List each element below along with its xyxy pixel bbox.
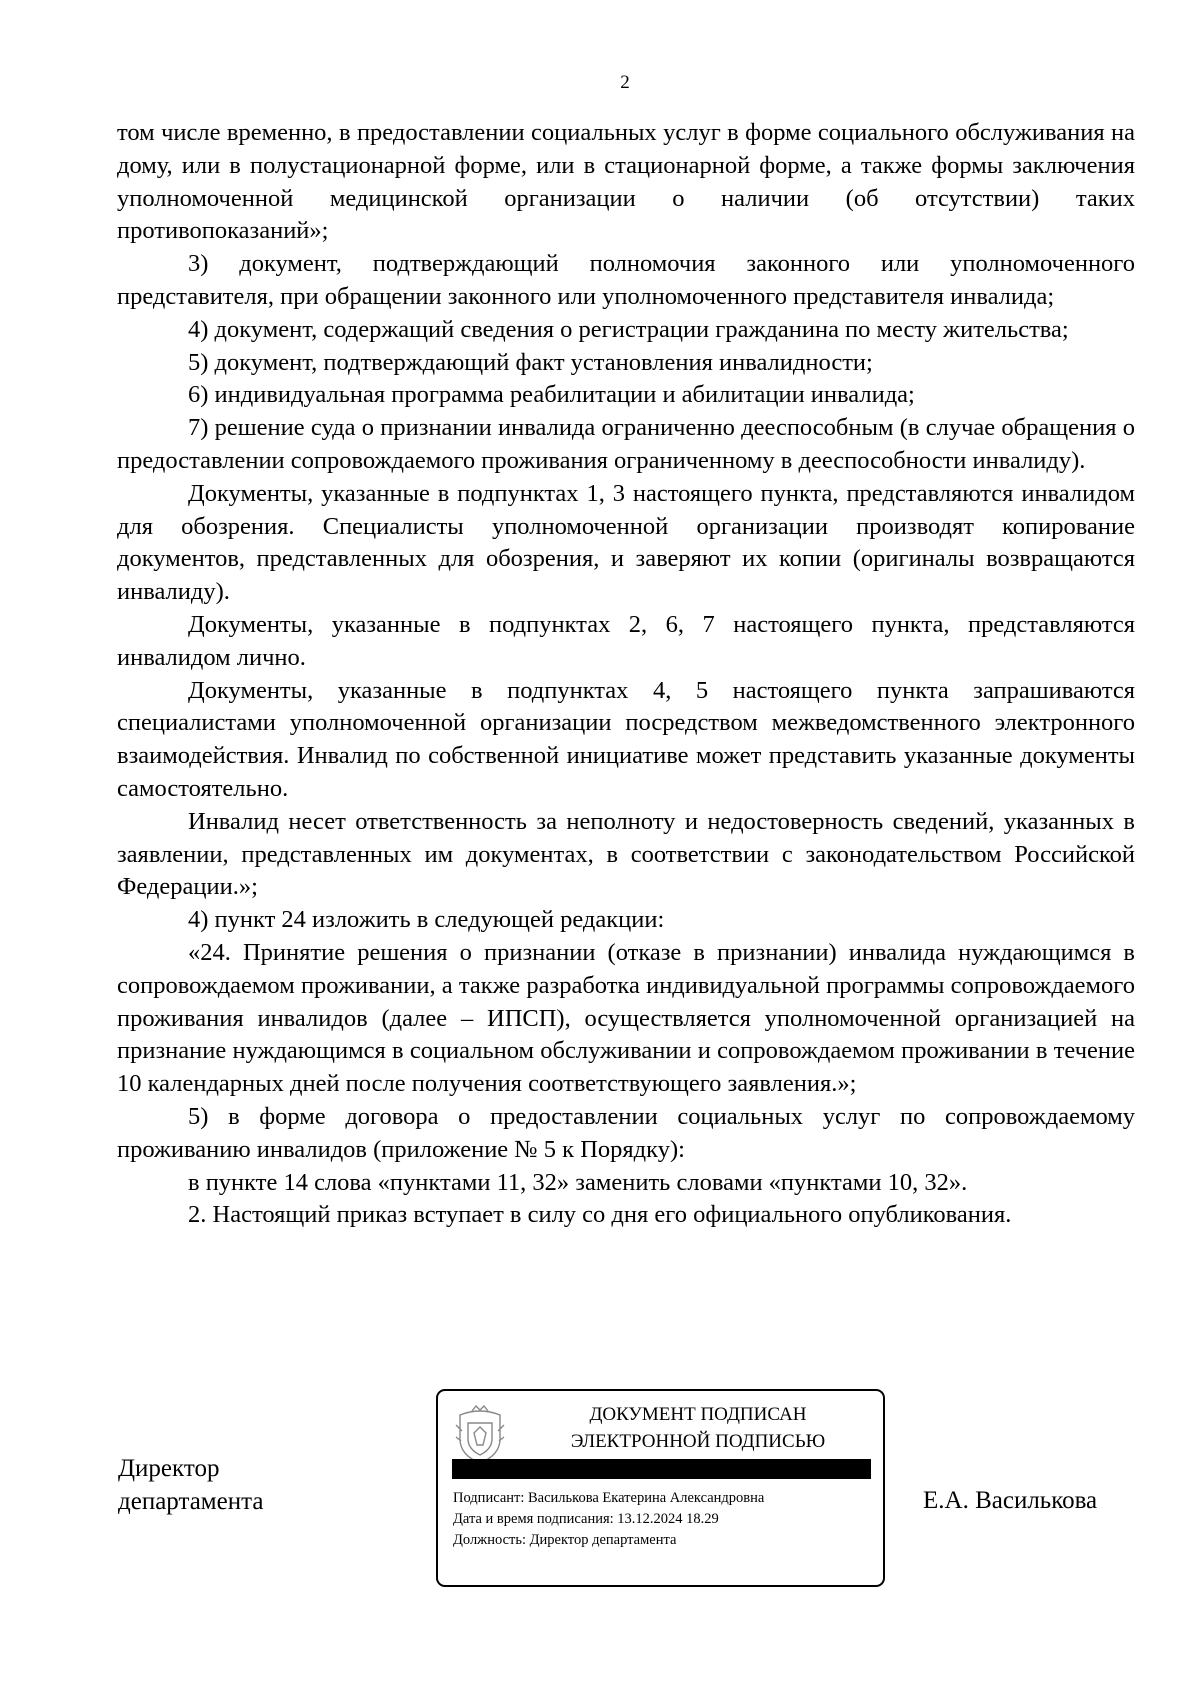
stamp-title — [528, 1401, 868, 1455]
signatory-position — [118, 1452, 263, 1518]
position-line: Директор — [118, 1455, 220, 1482]
stamp-signer: Подписант: Василькова Екатерина Александровна — [453, 1490, 765, 1506]
paragraph: 7) решение суда о признании инвалида ограниченно дееспособным (в случае обращения о предоставлении сопровождаемого проживания ограниченному в дееспособности инвалиду). — [117, 414, 1135, 474]
paragraph: Инвалид несет ответственность за неполноту и недостоверность сведений, указанных в заявлении, представленных им документах, в соответствии с законодательством Российской Федерации.»; — [117, 807, 1135, 901]
document-body — [117, 117, 1135, 1232]
paragraph: 4) документ, содержащий сведения о регистрации гражданина по месту жительства; — [188, 315, 1069, 343]
stamp-details — [453, 1488, 764, 1551]
paragraph: 6) индивидуальная программа реабилитации и абилитации инвалида; — [188, 381, 915, 409]
signatory-name: Е.А. Василькова — [923, 1487, 1098, 1514]
paragraph: 5) в форме договора о предоставлении социальных услуг по сопровождаемому проживанию инвалидов (приложение № 5 к Порядку): — [117, 1102, 1135, 1163]
paragraph: том числе временно, в предоставлении социальных услуг в форме социального обслуживания на дому, или в полустационарной форме, или в стационарной форме, а также формы заключения уполномоченной медицинской организации о наличии (об отсутствии) таких противопоказаний»; — [117, 119, 1135, 245]
paragraph: Документы, указанные в подпунктах 4, 5 настоящего пункта запрашиваются специалистами уполномоченной организации посредством межведомственного электронного взаимодействия. Инвалид по собственной инициативе может представить указанные документы самостоятельно. — [117, 676, 1135, 802]
stamp-position: Должность: Директор департамента — [453, 1532, 677, 1548]
certificate-bar — [452, 1459, 871, 1479]
page-number: 2 — [620, 72, 630, 93]
coat-of-arms-icon — [454, 1405, 506, 1465]
paragraph: 2. Настоящий приказ вступает в силу со дня его официального опубликования. — [188, 1201, 1012, 1229]
paragraph: в пункте 14 слова «пунктами 11, 32» заменить словами «пунктами 10, 32». — [188, 1168, 968, 1196]
stamp-title-line: ЭЛЕКТРОННОЙ ПОДПИСЬЮ — [570, 1431, 826, 1452]
paragraph: Документы, указанные в подпунктах 1, 3 настоящего пункта, представляются инвалидом для обозрения. Специалисты уполномоченной организации производят копирование документов, представленных для обозрения, и заверяют их копии (оригиналы возвращаются инвалиду). — [117, 479, 1135, 606]
stamp-datetime: Дата и время подписания: 13.12.2024 18.29 — [453, 1511, 719, 1527]
paragraph: «24. Принятие решения о признании (отказе в признании) инвалида нуждающимся в сопровождаемом проживании, а также разработка индивидуальной программы сопровождаемого проживания инвалидов (далее – ИПСП), осуществляется уполномоченной организацией на признание нуждающимся в социальном обслуживании и сопровождаемом проживании в течение 10 календарных дней после получения соответствующего заявления.»; — [117, 938, 1135, 1098]
paragraph: 3) документ, подтверждающий полномочия законного или уполномоченного представителя, при обращении законного или уполномоченного представителя инвалида; — [117, 250, 1135, 310]
electronic-signature-stamp — [436, 1389, 885, 1587]
paragraph: 4) пункт 24 изложить в следующей редакции: — [188, 906, 665, 934]
stamp-title-line: ДОКУМЕНТ ПОДПИСАН — [589, 1404, 807, 1425]
position-line: департамента — [118, 1488, 264, 1515]
paragraph: 5) документ, подтверждающий факт установления инвалидности; — [188, 348, 873, 376]
paragraph: Документы, указанные в подпунктах 2, 6, 7 настоящего пункта, представляются инвалидом лично. — [117, 610, 1135, 671]
